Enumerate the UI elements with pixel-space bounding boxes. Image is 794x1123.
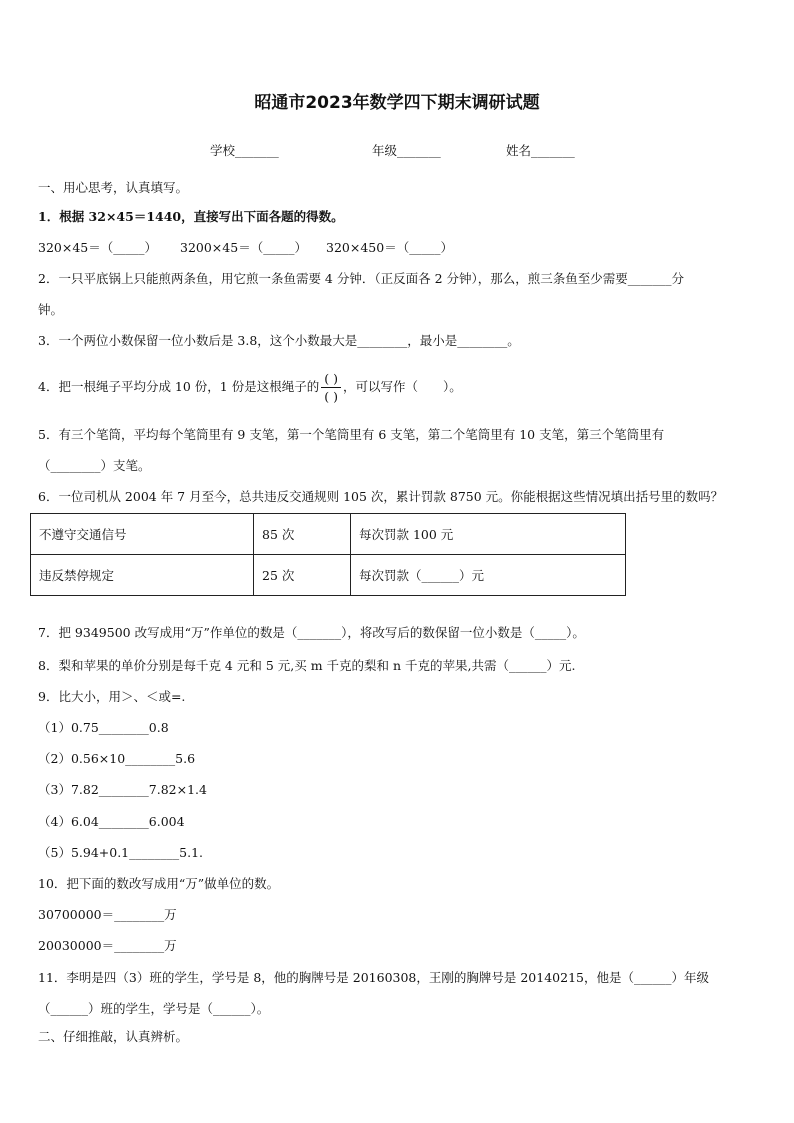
question-2-cont: 钟。: [38, 302, 64, 317]
q1-item: 3200×45＝（_____）: [180, 240, 307, 255]
table-cell: 25 次: [254, 555, 351, 596]
question-7: 7．把 9349500 改写成用“万”作单位的数是（_______），将改写后的数保留一位小数是（_____）。: [38, 625, 585, 640]
question-11-cont: （______）班的学生，学号是（______）。: [38, 1001, 270, 1016]
page-title: 昭通市2023年数学四下期末调研试题: [254, 93, 540, 113]
school-field: 学校_______: [210, 143, 279, 158]
question-8: 8．梨和苹果的单价分别是每千克 4 元和 5 元,买 m 千克的梨和 n 千克的苹果,共需（______）元.: [38, 658, 576, 673]
question-11: 11．李明是四（3）班的学生，学号是 8，他的胸牌号是 20160308，王刚的胸牌号是 20140215，他是（______）年级: [38, 970, 709, 985]
fraction-numerator: ( ): [321, 370, 341, 388]
q9-item: （4）6.04________6.004: [38, 814, 185, 829]
name-field: 姓名_______: [506, 143, 575, 158]
grade-field: 年级_______: [372, 143, 441, 158]
fines-table: [30, 513, 626, 596]
q9-item: （5）5.94+0.1________5.1.: [38, 845, 203, 860]
question-2: 2．一只平底锅上只能煎两条鱼，用它煎一条鱼需要 4 分钟．（正反面各 2 分钟），那么，煎三条鱼至少需要_______分: [38, 271, 685, 286]
q4-text: 4．把一根绳子平均分成 10 份，1 份是这根绳子的: [38, 379, 320, 394]
q9-item: （3）7.82________7.82×1.4: [38, 782, 207, 797]
q10-item: 20030000＝________万: [38, 938, 177, 953]
fraction: [321, 370, 341, 405]
question-1: 1．根据 32×45＝1440，直接写出下面各题的得数。: [38, 209, 344, 224]
table-row: [31, 555, 626, 596]
table-row: [31, 514, 626, 555]
question-10: 10．把下面的数改写成用“万”做单位的数。: [38, 876, 280, 891]
fraction-denominator: ( ): [324, 389, 338, 404]
table-cell: 85 次: [254, 514, 351, 555]
question-5: 5．有三个笔筒，平均每个笔筒里有 9 支笔，第一个笔筒里有 6 支笔，第二个笔筒里有 10 支笔，第三个笔筒里有: [38, 427, 665, 442]
question-5-cont: （________）支笔。: [38, 458, 151, 473]
section-2-heading: 二、仔细推敲，认真辨析。: [38, 1029, 189, 1044]
q1-item: 320×45＝（_____）: [38, 240, 157, 255]
q9-item: （1）0.75________0.8: [38, 720, 169, 735]
q4-text-after: ，可以写作（ ）。: [342, 379, 462, 394]
q9-item: （2）0.56×10________5.6: [38, 751, 196, 766]
section-1-heading: 一、用心思考，认真填写。: [38, 180, 189, 195]
question-6: 6．一位司机从 2004 年 7 月至今，总共违反交通规则 105 次，累计罚款 8750 元。你能根据这些情况填出括号里的数吗？: [38, 489, 724, 504]
question-3: 3．一个两位小数保留一位小数后是 3.8，这个小数最大是________，最小是________。: [38, 333, 520, 348]
table-cell: 违反禁停规定: [31, 555, 254, 596]
question-4: [38, 366, 462, 408]
question-9: 9．比大小，用＞、＜或=.: [38, 689, 186, 704]
q10-item: 30700000＝________万: [38, 907, 177, 922]
q1-item: 320×450＝（_____）: [326, 240, 453, 255]
table-cell: 每次罚款 100 元: [351, 514, 626, 555]
table-cell: 不遵守交通信号: [31, 514, 254, 555]
table-cell: 每次罚款（______）元: [351, 555, 626, 596]
